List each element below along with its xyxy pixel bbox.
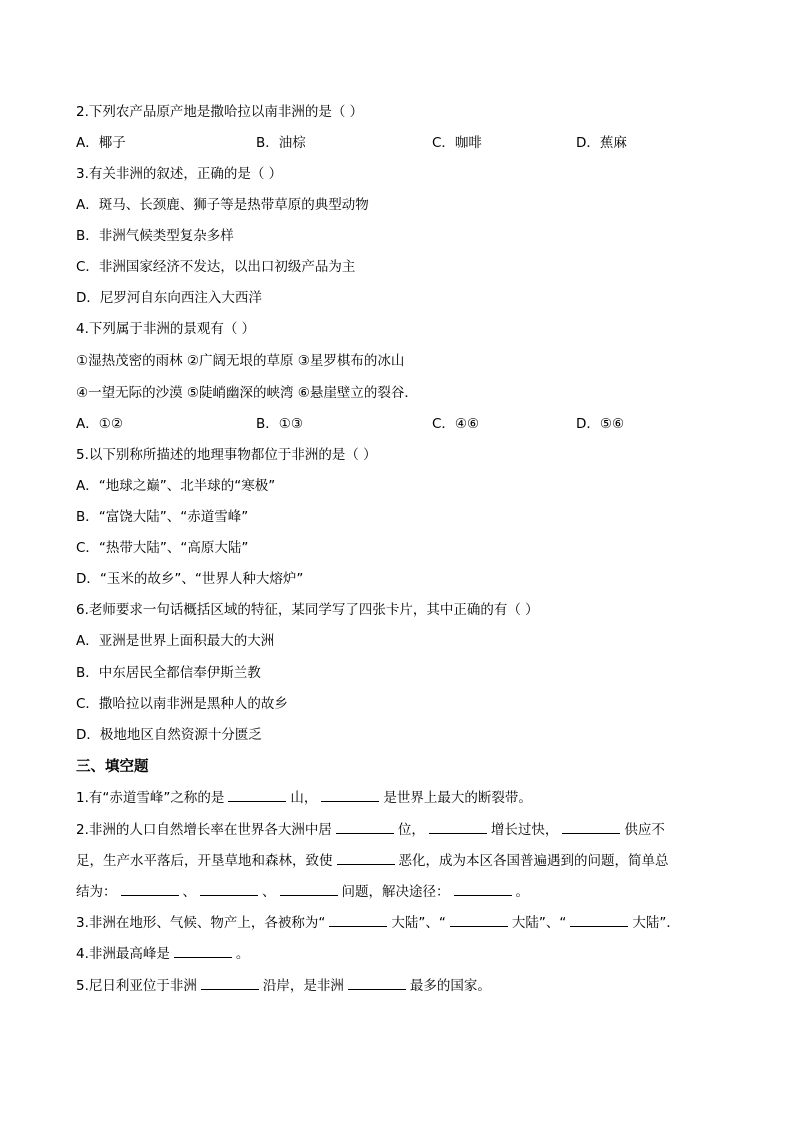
fill-q2-blank-4[interactable] — [337, 852, 395, 865]
fill-q2-text-3a: 结为： — [76, 884, 117, 900]
q4-items-line2: ④一望无际的沙漠 ⑤陡峭幽深的峡湾 ⑥悬崖壁立的裂谷． — [76, 385, 418, 401]
fill-q2-line2 — [76, 852, 669, 870]
fill-q2-text-1c: 增长过快， — [490, 822, 559, 838]
q2-option-d[interactable]: D．蕉麻 — [576, 135, 627, 151]
q4-option-b[interactable]: B．①③ — [256, 416, 303, 432]
q5-option-a[interactable]: A．“地球之巅”、北半球的“寒极” — [76, 478, 276, 494]
fill-q4-text-a: 4.非洲最高峰是 — [76, 946, 170, 962]
fill-q3-text-a: 3.非洲在地形、气候、物产上，各被称为“ — [76, 915, 326, 931]
fill-q2-blank-2[interactable] — [429, 821, 487, 834]
q3-option-b[interactable]: B．非洲气候类型复杂多样 — [76, 228, 234, 244]
fill-q5-blank-2[interactable] — [348, 977, 406, 990]
section-title-fill-in: 三、填空题 — [76, 759, 149, 775]
fill-q2-text-1a: 2.非洲的人口自然增长率在世界各大洲中居 — [76, 822, 332, 838]
fill-q1-text-c: 是世界上最大的断裂带。 — [383, 790, 532, 806]
fill-q3-text-c: 大陆”、“ — [511, 915, 567, 931]
q3-stem: 3.有关非洲的叙述，正确的是（ ） — [76, 166, 283, 182]
fill-q2-line1 — [76, 821, 665, 839]
q4-stem: 4.下列属于非洲的景观有（ ） — [76, 321, 256, 337]
fill-q2-blank-7[interactable] — [280, 883, 338, 896]
fill-q3-blank-3[interactable] — [570, 914, 628, 927]
q4-items-line1: ①湿热茂密的雨林 ②广阔无垠的草原 ③星罗棋布的冰山 — [76, 353, 405, 369]
q5-option-b[interactable]: B．“富饶大陆”、“赤道雪峰” — [76, 509, 249, 525]
fill-q2-text-3d: 问题，解决途径： — [341, 884, 450, 900]
fill-q4 — [76, 945, 249, 963]
q5-option-d[interactable]: D．“玉米的故乡”、“世界人种大熔炉” — [76, 571, 304, 587]
fill-q2-text-3c: 、 — [262, 884, 276, 900]
fill-q2-text-3e: 。 — [515, 884, 529, 900]
fill-q1 — [76, 789, 532, 807]
q2-stem: 2.下列农产品原产地是撒哈拉以南非洲的是（ ） — [76, 104, 364, 120]
fill-q3-text-d: 大陆”． — [632, 915, 680, 931]
fill-q2-blank-8[interactable] — [454, 883, 512, 896]
fill-q2-blank-3[interactable] — [562, 821, 620, 834]
q2-option-b[interactable]: B．油棕 — [256, 135, 306, 151]
fill-q3-blank-1[interactable] — [329, 914, 387, 927]
fill-q2-blank-6[interactable] — [200, 883, 258, 896]
q3-option-c[interactable]: C．非洲国家经济不发达，以出口初级产品为主 — [76, 259, 356, 275]
fill-q5-text-a: 5.尼日利亚位于非洲 — [76, 978, 197, 994]
fill-q2-text-2b: 恶化，成为本区各国普遍遇到的问题，简单总 — [398, 853, 669, 869]
fill-q2-text-3b: 、 — [182, 884, 196, 900]
q5-stem: 5.以下别称所描述的地理事物都位于非洲的是（ ） — [76, 447, 377, 463]
fill-q2-text-1d: 供应不 — [624, 822, 665, 838]
q6-option-c[interactable]: C．撒哈拉以南非洲是黑种人的故乡 — [76, 696, 288, 712]
q3-option-d[interactable]: D．尼罗河自东向西注入大西洋 — [76, 290, 262, 306]
fill-q3 — [76, 914, 680, 932]
fill-q3-blank-2[interactable] — [450, 914, 508, 927]
fill-q4-blank-1[interactable] — [174, 945, 232, 958]
q2-option-c[interactable]: C．咖啡 — [432, 135, 482, 151]
fill-q3-text-b: 大陆”、“ — [391, 915, 446, 931]
fill-q4-text-b: 。 — [235, 946, 250, 962]
q2-option-a[interactable]: A．椰子 — [76, 135, 126, 151]
q5-option-c[interactable]: C．“热带大陆”、“高原大陆” — [76, 540, 249, 556]
q6-stem: 6.老师要求一句话概括区域的特征，某同学写了四张卡片，其中正确的有（ ） — [76, 602, 539, 618]
fill-q5-text-b: 沿岸，是非洲 — [262, 978, 344, 994]
q6-option-a[interactable]: A．亚洲是世界上面积最大的大洲 — [76, 633, 275, 649]
fill-q2-text-2a: 足，生产水平落后，开垦草地和森林，致使 — [76, 853, 333, 869]
fill-q2-text-1b: 位， — [397, 822, 425, 838]
fill-q5 — [76, 977, 491, 995]
q4-option-c[interactable]: C．④⑥ — [432, 416, 480, 432]
fill-q1-blank-2[interactable] — [321, 789, 379, 802]
fill-q2-blank-1[interactable] — [336, 821, 394, 834]
fill-q1-text-a: 1.有“赤道雪峰”之称的是 — [76, 790, 225, 806]
fill-q1-text-b: 山， — [290, 790, 318, 806]
q4-option-a[interactable]: A．①② — [76, 416, 123, 432]
fill-q1-blank-1[interactable] — [228, 789, 286, 802]
fill-q5-blank-1[interactable] — [201, 977, 259, 990]
fill-q2-line3 — [76, 883, 529, 901]
q6-option-b[interactable]: B．中东居民全都信奉伊斯兰教 — [76, 665, 261, 681]
q6-option-d[interactable]: D．极地地区自然资源十分匮乏 — [76, 727, 262, 743]
q3-option-a[interactable]: A．斑马、长颈鹿、狮子等是热带草原的典型动物 — [76, 197, 369, 213]
q4-option-d[interactable]: D．⑤⑥ — [576, 416, 625, 432]
fill-q5-text-c: 最多的国家。 — [409, 978, 491, 994]
fill-q2-blank-5[interactable] — [121, 883, 179, 896]
